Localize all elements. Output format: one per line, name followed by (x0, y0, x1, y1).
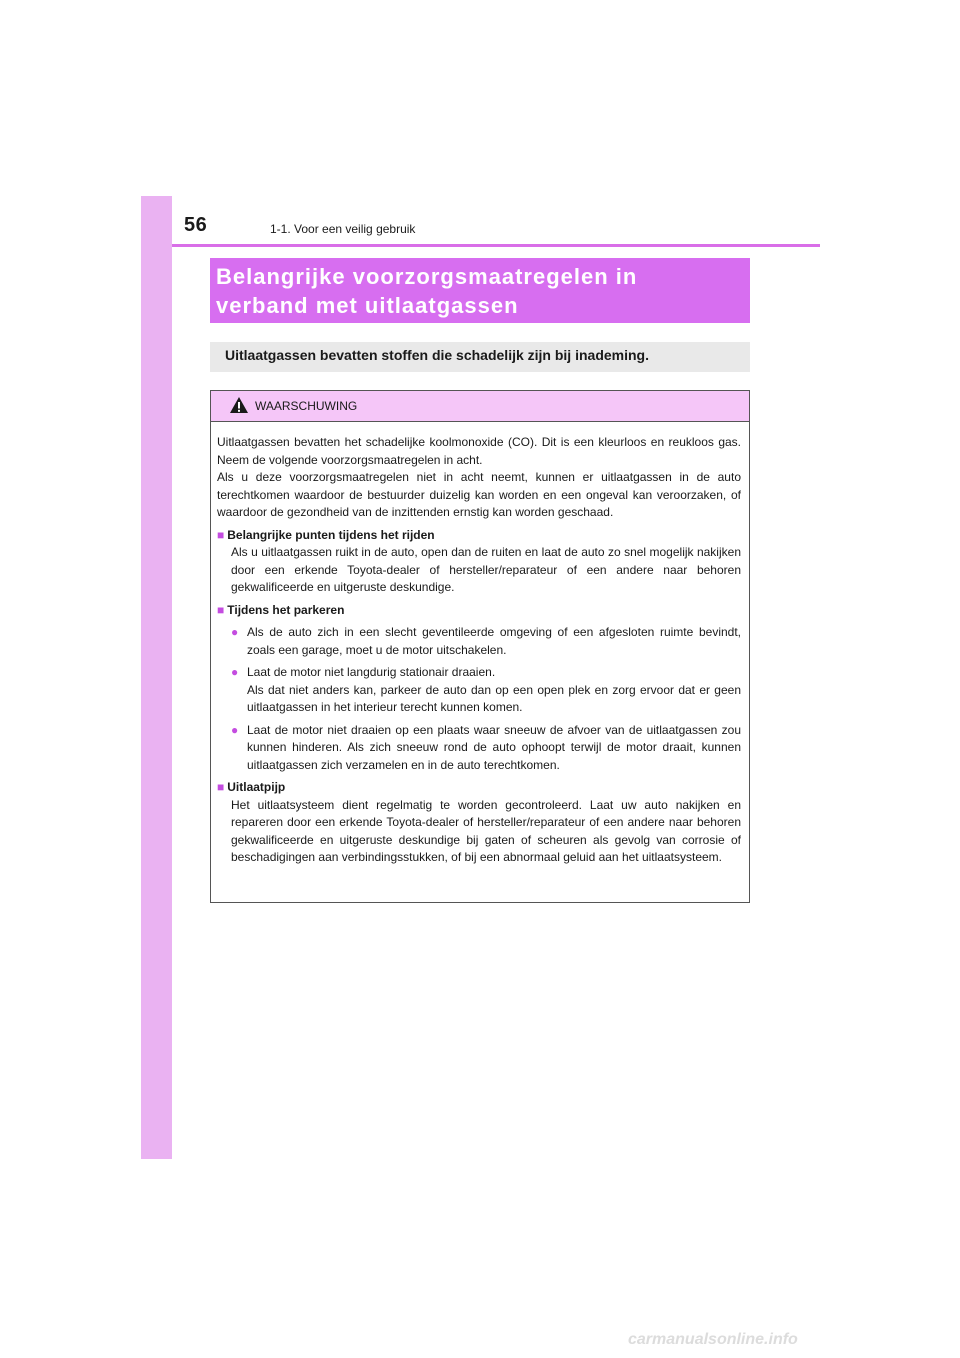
circle-bullet-icon: ● (231, 665, 239, 679)
square-bullet-icon: ■ (217, 780, 225, 794)
section-header: 1-1. Voor een veilig gebruik (270, 222, 416, 236)
side-tab (141, 196, 172, 1159)
item-title: Tijdens het parkeren (227, 602, 345, 617)
item-text: Als u uitlaatgassen ruikt in de auto, open dan de ruiten en laat de auto zo snel mogelijk nakijken door een erkende Toyota-dealer of hersteller/reparateur of een andere naar behoren gekwalificeerde en uitgeruste deskundige. (231, 545, 741, 594)
circle-bullet-icon: ● (231, 625, 239, 639)
square-bullet-icon: ■ (217, 527, 225, 542)
item-text: Het uitlaatsysteem dient regelmatig te worden gecontroleerd. Laat uw auto nakijken en repareren door een erkende Toyota-dealer of hersteller/reparateur of een andere naar behoren gekwalificeerde en uitgeruste deskundige bij gaten of scheuren als gevolg van corrosie of beschadigingen aan verbindingsstukken, of bij een abnormaal geluid aan het uitlaatsysteem. (231, 797, 741, 864)
warning-triangle-icon (229, 396, 249, 419)
bullet-text: Als de auto zich in een slecht geventileerde omgeving of een afgesloten ruimte bevindt, zoals een garage, moet u de motor uitschakelen. (247, 625, 741, 657)
warning-item (217, 779, 741, 867)
warning-item (217, 527, 741, 597)
item-title: Belangrijke punten tijdens het rijden (227, 527, 435, 542)
warning-header (211, 391, 749, 422)
square-bullet-icon: ■ (217, 602, 225, 617)
bullet-text: Laat de motor niet draaien op een plaats waar sneeuw de afvoer van de uitlaatgassen zou kunnen hinderen. Als zich sneeuw rond de auto ophoopt terwijl de motor draait, kunnen uitlaatgassen zich verzamelen en in de auto terechtkomen. (247, 722, 741, 772)
warning-label: WAARSCHUWING (255, 399, 358, 413)
warning-box (210, 390, 750, 903)
page-title (210, 258, 750, 323)
page-number: 56 (184, 214, 208, 236)
warning-item (217, 602, 741, 775)
bullet-text-continued: Als dat niet anders kan, parkeer de auto dan op een open plek en zorg ervoor dat er geen uitlaatgassen in het interieur terecht kunnen komen. (247, 682, 741, 714)
warning-paragraph: Uitlaatgassen bevatten het schadelijke koolmonoxide (CO). Dit is een kleurloos en reukloos gas. Neem de volgende voorzorgsmaatregelen in acht. (217, 435, 741, 467)
header-rule (172, 244, 820, 247)
circle-bullet-icon: ● (231, 722, 239, 737)
item-title: Uitlaatpijp (227, 780, 286, 794)
page-title-line-2: verband met uitlaatgassen (216, 293, 519, 318)
intro-text: Uitlaatgassen bevatten stoffen die schadelijk zijn bij inademing. (210, 342, 750, 372)
list-item (217, 664, 741, 717)
list-item (217, 624, 741, 659)
watermark: carmanualsonline.info (628, 1331, 798, 1348)
page-title-line-1: Belangrijke voorzorgsmaatregelen in (216, 264, 638, 289)
warning-paragraph: Als u deze voorzorgsmaatregelen niet in acht neemt, kunnen er uitlaatgassen in de auto terechtkomen waardoor de bestuurder duizelig kan worden en een ongeval kan veroorzaken, of waardoor de gezondheid van de inzittenden ernstig kan worden geschaad. (217, 470, 741, 519)
warning-body (211, 422, 749, 867)
bullet-text: Laat de motor niet langdurig stationair draaien. (247, 665, 496, 679)
list-item (217, 722, 741, 775)
